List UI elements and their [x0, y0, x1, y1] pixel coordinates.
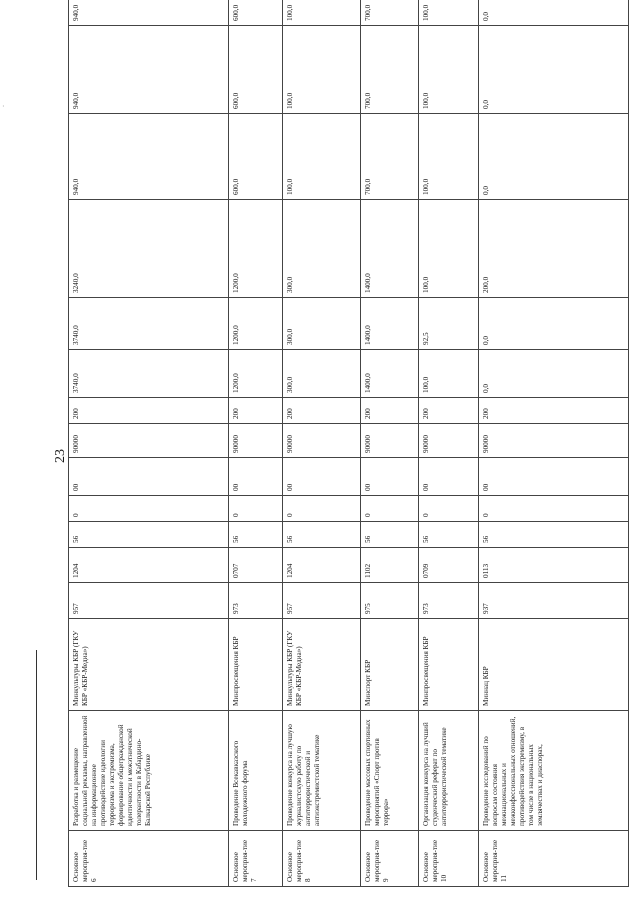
row-cs1: 56	[283, 522, 361, 548]
scan-artifact: ·	[2, 102, 5, 111]
row-value-6: 700,0	[361, 0, 419, 26]
row-cs2: 0	[229, 496, 283, 522]
row-type: Основное мероприя-тие 6	[69, 831, 229, 887]
row-cs4: 90000	[479, 424, 629, 458]
row-cs4: 90000	[69, 424, 229, 458]
page-number: 23	[53, 449, 68, 463]
row-value-3: 1400,0	[361, 200, 419, 298]
row-rzpr: 1204	[283, 548, 361, 583]
row-value-3: 100,0	[419, 200, 479, 298]
row-value-6: 100,0	[283, 0, 361, 26]
row-rzpr: 0707	[229, 548, 283, 583]
row-cs1: 56	[419, 522, 479, 548]
row-value-4: 700,0	[361, 114, 419, 200]
row-value-4: 600,0	[229, 114, 283, 200]
row-value-3: 3240,0	[69, 200, 229, 298]
row-vr: 200	[283, 398, 361, 424]
row-executor: Минкультуры КБР (ГКУ КБР «КБР-Медиа»)	[69, 619, 229, 711]
row-cs1: 56	[229, 522, 283, 548]
row-grbs: 973	[229, 583, 283, 619]
table-row	[283, 0, 361, 887]
row-value-5: 100,0	[419, 26, 479, 114]
row-vr: 200	[479, 398, 629, 424]
row-grbs: 957	[283, 583, 361, 619]
row-name: Проведение массовых спортивных мероприятий «Спорт против террора»	[361, 711, 419, 831]
row-executor: Минпросвещения КБР	[419, 619, 479, 711]
table-row	[69, 0, 229, 887]
row-type: Основное мероприя-тие 9	[361, 831, 419, 887]
row-cs2: 0	[419, 496, 479, 522]
row-value-4: 0,0	[479, 114, 629, 200]
row-value-1: 300,0	[283, 350, 361, 398]
table-container	[68, 4, 628, 887]
footer-rule	[36, 650, 37, 880]
row-vr: 200	[361, 398, 419, 424]
row-executor: Миннац КБР	[479, 619, 629, 711]
row-type: Основное мероприя-тие 8	[283, 831, 361, 887]
row-cs3: 00	[361, 458, 419, 496]
row-value-3: 300,0	[283, 200, 361, 298]
row-value-6: 100,0	[419, 0, 479, 26]
table-row	[419, 0, 479, 887]
row-executor: Минспорт КБР	[361, 619, 419, 711]
row-rzpr: 1204	[69, 548, 229, 583]
row-value-1: 100,0	[419, 350, 479, 398]
table-row	[361, 0, 419, 887]
row-vr: 200	[69, 398, 229, 424]
row-cs4: 90000	[283, 424, 361, 458]
row-cs2: 0	[283, 496, 361, 522]
row-value-3: 200,0	[479, 200, 629, 298]
row-value-4: 940,0	[69, 114, 229, 200]
row-grbs: 975	[361, 583, 419, 619]
row-cs3: 00	[229, 458, 283, 496]
row-value-4: 100,0	[283, 114, 361, 200]
row-cs3: 00	[283, 458, 361, 496]
row-grbs: 937	[479, 583, 629, 619]
row-value-2: 1400,0	[361, 298, 419, 350]
row-name: Организация конкурса на лучший студенческий реферат по антитеррористической тематике	[419, 711, 479, 831]
row-type: Основное мероприя-тие 7	[229, 831, 283, 887]
row-value-2: 3740,0	[69, 298, 229, 350]
row-rzpr: 0113	[479, 548, 629, 583]
row-type: Основное мероприя-тие 10	[419, 831, 479, 887]
row-grbs: 957	[69, 583, 229, 619]
row-name: Проведение Всекавказского молодежного форума	[229, 711, 283, 831]
row-grbs: 973	[419, 583, 479, 619]
row-value-1: 1200,0	[229, 350, 283, 398]
row-value-2: 0,0	[479, 298, 629, 350]
row-value-2: 92,5	[419, 298, 479, 350]
row-cs4: 90000	[361, 424, 419, 458]
rotated-table-layer	[68, 4, 628, 887]
row-type: Основное мероприя-тие 11	[479, 831, 629, 887]
row-value-1: 1400,0	[361, 350, 419, 398]
row-cs3: 00	[419, 458, 479, 496]
row-value-4: 100,0	[419, 114, 479, 200]
row-value-5: 0,0	[479, 26, 629, 114]
row-cs3: 00	[69, 458, 229, 496]
row-executor: Минкультуры КБР (ГКУ КБР «КБР-Медиа»)	[283, 619, 361, 711]
row-value-2: 1200,0	[229, 298, 283, 350]
budget-table	[68, 0, 629, 887]
row-value-5: 940,0	[69, 26, 229, 114]
row-rzpr: 1102	[361, 548, 419, 583]
row-cs1: 56	[479, 522, 629, 548]
row-name: Проведение исследований по вопросам состояния межнациональных и межконфессиональных отношений, противодействия экстремизму, в том числе в национальных землячествах и диаспорах,	[479, 711, 629, 831]
row-cs4: 90000	[229, 424, 283, 458]
row-vr: 200	[419, 398, 479, 424]
row-value-5: 600,0	[229, 26, 283, 114]
row-cs2: 0	[479, 496, 629, 522]
row-value-2: 300,0	[283, 298, 361, 350]
row-cs2: 0	[361, 496, 419, 522]
row-executor: Минпросвещения КБР	[229, 619, 283, 711]
row-vr: 200	[229, 398, 283, 424]
table-row	[479, 0, 629, 887]
row-value-1: 0,0	[479, 350, 629, 398]
row-value-6: 600,0	[229, 0, 283, 26]
row-cs1: 56	[361, 522, 419, 548]
row-value-6: 940,0	[69, 0, 229, 26]
row-cs4: 90000	[419, 424, 479, 458]
row-value-1: 3740,0	[69, 350, 229, 398]
row-cs1: 56	[69, 522, 229, 548]
row-value-5: 700,0	[361, 26, 419, 114]
row-value-3: 1200,0	[229, 200, 283, 298]
row-name: Разработка и размещение социальной рекламы, направленной на информационное противодействие идеологии терроризма и экстремизма, формирование общегражданской идентичности и межэтнической толерантности в Кабардино-Балкарской Республике	[69, 711, 229, 831]
row-name: Проведение конкурса на лучшую журналистскую работу по антитеррористической и антиэкстремистской тематике	[283, 711, 361, 831]
row-value-5: 100,0	[283, 26, 361, 114]
row-value-6: 0,0	[479, 0, 629, 26]
row-rzpr: 0709	[419, 548, 479, 583]
table-row	[229, 0, 283, 887]
row-cs2: 0	[69, 496, 229, 522]
row-cs3: 00	[479, 458, 629, 496]
